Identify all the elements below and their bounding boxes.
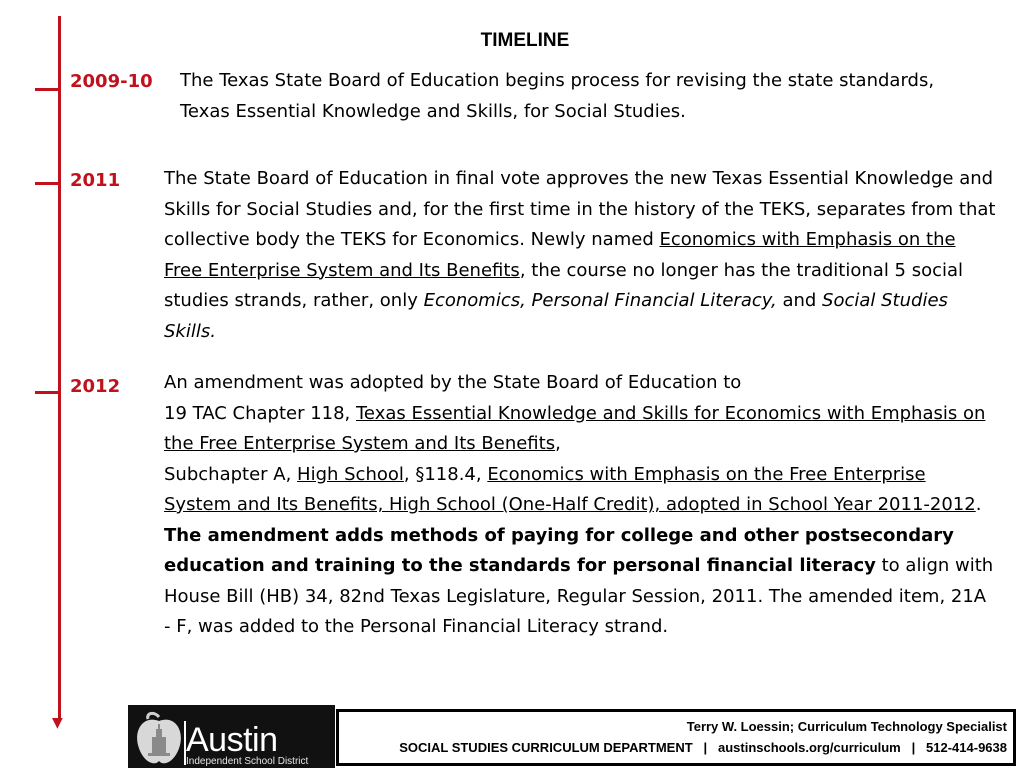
timeline-year: 2011: [70, 170, 121, 191]
amendment-highlight: The amendment adds methods of paying for college and other postsecondary education and training to the standards for personal financial literacy: [164, 524, 954, 576]
page-title: TIMELINE: [480, 30, 570, 51]
entry-text: to align with House Bill (HB) 34, 82nd Texas Legislature, Regular Session, 2011. The amended item, 21A - F, was added to the Personal Financial Literacy strand.: [164, 555, 994, 637]
timeline-entry-text: [164, 368, 994, 643]
entry-text: Subchapter A,: [164, 463, 298, 485]
timeline-tick: [35, 182, 59, 185]
course-link[interactable]: Economics with Emphasis on the Free Enterprise System and Its Benefits: [164, 229, 956, 281]
timeline-year: 2009-10: [70, 71, 153, 92]
entry-text: and: [776, 290, 823, 311]
district-logo: [128, 705, 335, 768]
apple-capitol-icon: [132, 707, 186, 767]
entry-text: .: [975, 494, 982, 515]
entry-text: , §118.4,: [403, 463, 488, 485]
entry-text: , the course no longer has the traditional 5 social studies strands, rather, only: [164, 259, 964, 311]
entry-text: ,: [555, 433, 561, 454]
teks-link[interactable]: Texas Essential Knowledge and Skills for Economics with Emphasis on the Free Enterprise System and Its Benefits: [164, 402, 986, 454]
logo-subtitle: Independent School District: [186, 756, 309, 767]
entry-text: 19 TAC Chapter 118,: [164, 402, 356, 424]
author-credit: Terry W. Loessin; Curriculum Technology Specialist: [686, 719, 1007, 734]
strand-name: Social Studies Skills.: [164, 290, 948, 342]
entry-text: The State Board of Education in final vote approves the new Texas Essential Knowledge and Skills for Social Studies and, for the first time in the history of the TEKS, separates from that collective body the TEKS for Economics. Newly named: [164, 168, 996, 250]
timeline-entry-text: The Texas State Board of Education begins process for revising the state standards, Texas Essential Knowledge and Skills, for Social Studies.: [180, 70, 935, 122]
timeline-tick: [35, 88, 59, 91]
timeline-entry-text: [164, 164, 999, 347]
timeline-arrow-icon: ▼: [52, 715, 63, 731]
high-school-link[interactable]: High School: [297, 463, 404, 485]
footer-credits: [336, 709, 1016, 766]
logo-wordmark: Austin: [186, 721, 278, 759]
timeline-tick: [35, 391, 59, 394]
entry-text: An amendment was adopted by the State Board of Education to: [164, 372, 742, 393]
timeline-line: [58, 16, 61, 720]
timeline-year: 2012: [70, 376, 121, 397]
course-link[interactable]: Economics with Emphasis on the Free Enterprise System and Its Benefits, High School (One-Half Credit), adopted in School Year 2011-2012: [164, 463, 976, 515]
strand-name: Economics, Personal Financial Literacy,: [423, 290, 777, 311]
department-contact: SOCIAL STUDIES CURRICULUM DEPARTMENT | austinschools.org/curriculum | 512-414-9638: [399, 740, 1007, 755]
